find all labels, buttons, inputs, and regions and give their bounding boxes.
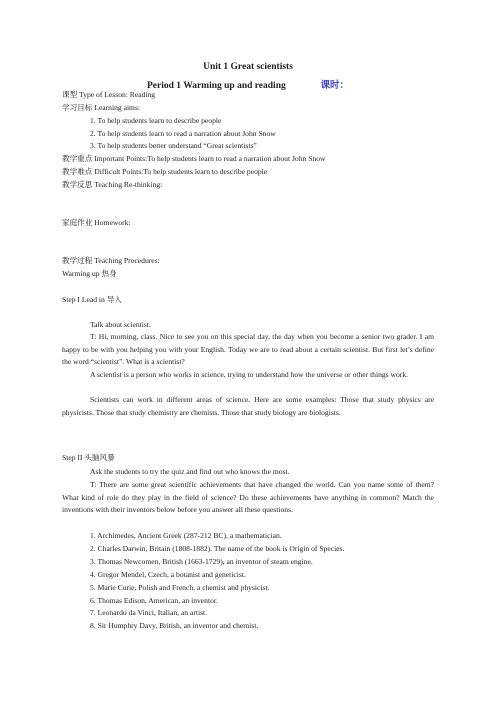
inventor-item: 6. Thomas Edison, American, an inventor. (90, 596, 218, 605)
inventor-item: 7. Leonardo da Vinci, Italian, an artist. (90, 608, 208, 617)
step1-paragraph: T: Hi, morning, class. Nice to see you on this special day, the day when you become a senior two grader. I am happy to be with you helping you with your English. Today we are to read about a certain scientist. But first let’s define the word “scientist”. What is a scientist? (62, 332, 434, 366)
important-points: 教学重点 Important Points:To help students learn to read a narration about John Snow (62, 154, 326, 163)
homework: 家庭作业 Homework: (62, 218, 131, 227)
inventor-item: 3. Thomas Newcomen, British (1663-1729), an inventor of steam engine. (90, 557, 313, 566)
inventor-item: 2. Charles Darwin, Britain (1808-1882). The name of the book is Origin of Species. (90, 544, 345, 553)
class-hour-label: 课时： (320, 81, 349, 91)
inventor-item: 4. Gregor Mendel, Czech, a botanist and geneticist. (90, 570, 246, 579)
aims-heading: 学习目标 Learning aims: (62, 103, 141, 112)
inventor-item: 8. Sir Humphry Davy, British, an inventor and chemist. (90, 621, 259, 630)
difficult-points: 教学难点 Difficult Points:To help students learn to describe people (62, 167, 268, 176)
aim-item: 3. To help students better understand “Great scientists” (90, 141, 257, 150)
warming-up: Warming up 热身 (62, 269, 117, 278)
teaching-rethinking: 教学反思 Teaching Re-thinking: (62, 180, 163, 189)
step1-paragraph: A scientist is a person who works in science, trying to understand how the universe or other things work. (90, 370, 409, 379)
step1-heading: Step I Lead in 导入 (62, 295, 122, 304)
inventor-item: 1. Archimedes, Ancient Greek (287-212 BC), a mathematician. (90, 531, 282, 540)
subtitle-text: Period 1 Warming up and reading (146, 81, 286, 91)
step2-paragraph: T: There are some great scientific achievements that have changed the world. Can you name some of them? What kind of role do they play in the field of science? Do these achievements have anything in common? Match the inventions with their inventors below before you answer all these questions. (62, 480, 434, 514)
document-title: Unit 1 Great scientists (203, 62, 293, 72)
step2-heading: Step II 头脑风暴 (62, 453, 115, 462)
aim-item: 2. To help students learn to read a narration about John Snow (90, 129, 276, 138)
step1-talk: Talk about scientist. (90, 320, 151, 329)
step1-paragraph: Scientists can work in different areas of science. Here are some examples: Those that study physics are physicists. Those that study chemistry are chemists. Those that study biology are biologists. (62, 395, 434, 417)
aim-item: 1. To help students learn to describe people (90, 116, 222, 125)
lesson-type: 课型 Type of Lesson: Reading (62, 90, 156, 99)
step2-intro: Ask the students to try the quiz and find out who knows the most. (90, 467, 290, 476)
inventor-item: 5. Marie Curie, Polish and French, a chemist and physicist. (90, 583, 270, 592)
teaching-procedures: 教学过程 Teaching Procedures: (62, 256, 160, 265)
document-subtitle (0, 77, 496, 91)
